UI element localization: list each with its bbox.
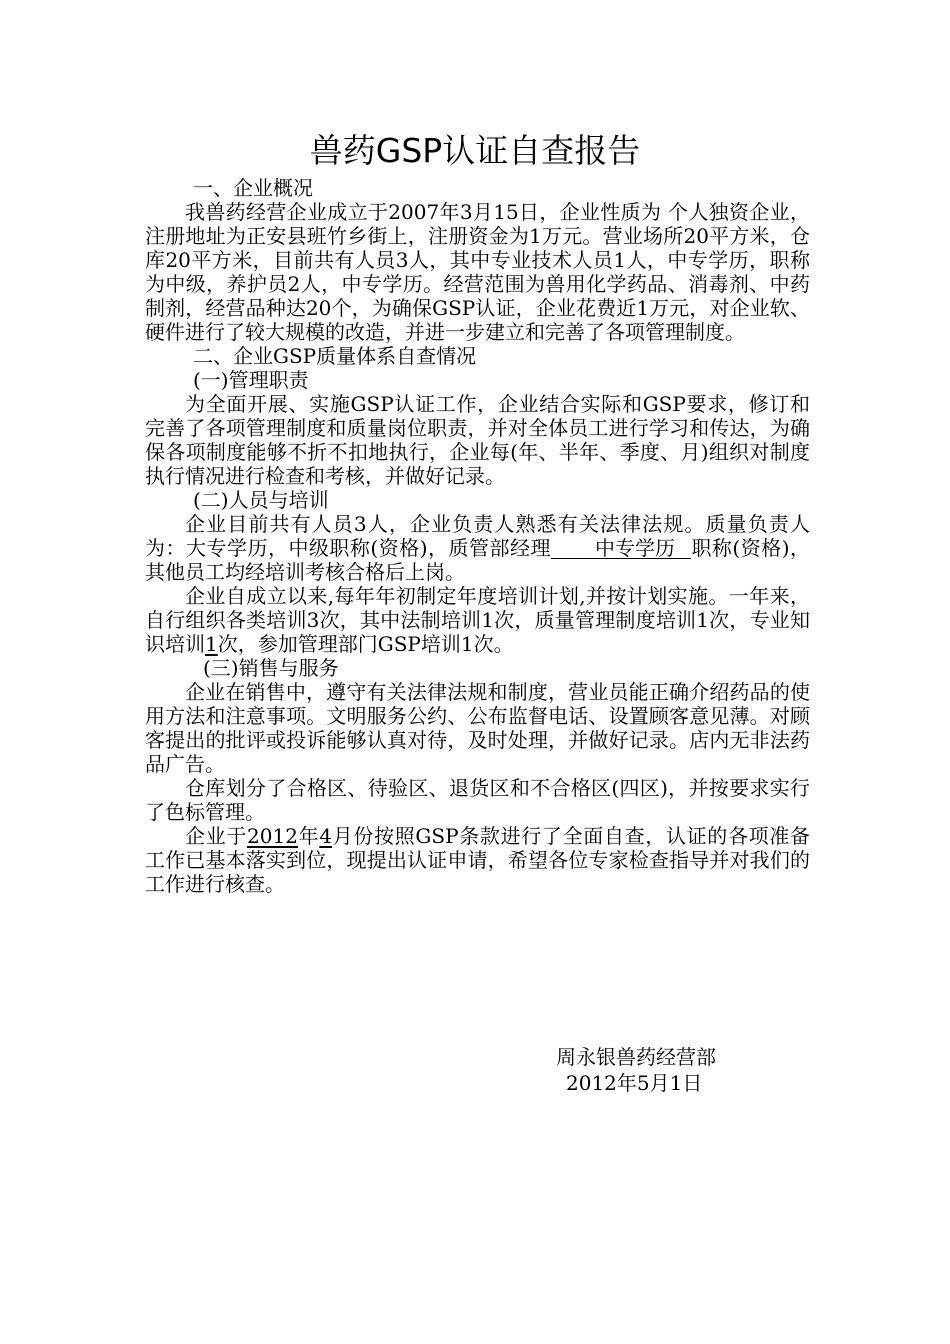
staff-text-b: 职称(资格)，其他员工均经培训考核合格后上岗。 [145, 536, 811, 584]
section-heading-gsp-self-check: 二、企业GSP质量体系自查情况 [193, 344, 477, 368]
subsection-heading-staff-training: (二)人员与培训 [193, 488, 329, 512]
paragraph-training [145, 584, 810, 656]
paragraph-overview: 我兽药经营企业成立于2007年3月15日，企业性质为 个人独资企业，注册地址为正安县班竹乡街上，注册资金为1万元。营业场所20平方米，仓库20平方米，目前共有人员3人，其中专业技术人员1人，中专学历，职称为中级，养护员2人，中专学历。经营范围为兽用化学药品、消毒剂、中药制剂，经营品种达20个，为确保GSP认证，企业花费近1万元，对企业软、硬件进行了较大规模的改造，并进一步建立和完善了各项管理制度。 [145, 200, 810, 344]
signature-block [556, 1044, 716, 1096]
paragraph-staff [145, 512, 810, 584]
underlined-year: 2012 [247, 824, 298, 848]
paragraph-management: 为全面开展、实施GSP认证工作，企业结合实际和GSP要求，修订和完善了各项管理制度和质量岗位职责，并对全体员工进行学习和传达，为确保各项制度能够不折不扣地执行，企业每(年、半年、季度、月)组织对制度执行情况进行检查和考核，并做好记录。 [145, 392, 810, 488]
signature-date: 2012年5月1日 [566, 1071, 703, 1095]
report-body [145, 176, 810, 896]
conclusion-text-b: 年 [297, 824, 320, 848]
underlined-education: 中专学历 [551, 538, 691, 559]
underlined-training-count: 1 [205, 632, 218, 656]
signature-org: 周永银兽药经营部 [556, 1045, 716, 1069]
subsection-heading-management: (一)管理职责 [193, 368, 309, 392]
subsection-heading-sales-service: (三)销售与服务 [203, 656, 339, 680]
paragraph-conclusion [145, 824, 810, 896]
page-title: 兽药GSP认证自查报告 [309, 131, 641, 170]
staff-text-a: 企业目前共有人员3人，企业负责人熟悉有关法律法规。质量负责人为：大专学历，中级职称(资格)，质管部经理 [145, 512, 810, 560]
conclusion-text-c: 月份按照GSP条款进行了全面自查，认证的各项准备工作已基本落实到位，现提出认证申请，希望各位专家检查指导并对我们的工作进行核查。 [145, 824, 811, 896]
training-text-b: 次，参加管理部门GSP培训1次。 [217, 632, 514, 656]
conclusion-text-a: 企业于 [185, 824, 248, 848]
training-text-a: 企业自成立以来,每年年初制定年度培训计划,并按计划实施。一年来，自行组织各类培训3次，其中法制培训1次，质量管理制度培训1次，专业知识培训 [145, 584, 810, 656]
section-heading-overview: 一、企业概况 [193, 176, 313, 200]
underlined-month: 4 [319, 824, 333, 848]
paragraph-warehouse: 仓库划分了合格区、待验区、退货区和不合格区(四区)，并按要求实行了色标管理。 [145, 776, 810, 824]
paragraph-sales: 企业在销售中，遵守有关法律法规和制度，营业员能正确介绍药品的使用方法和注意事项。文明服务公约、公布监督电话、设置顾客意见薄。对顾客提出的批评或投诉能够认真对待，及时处理，并做好记录。店内无非法药品广告。 [145, 680, 810, 776]
